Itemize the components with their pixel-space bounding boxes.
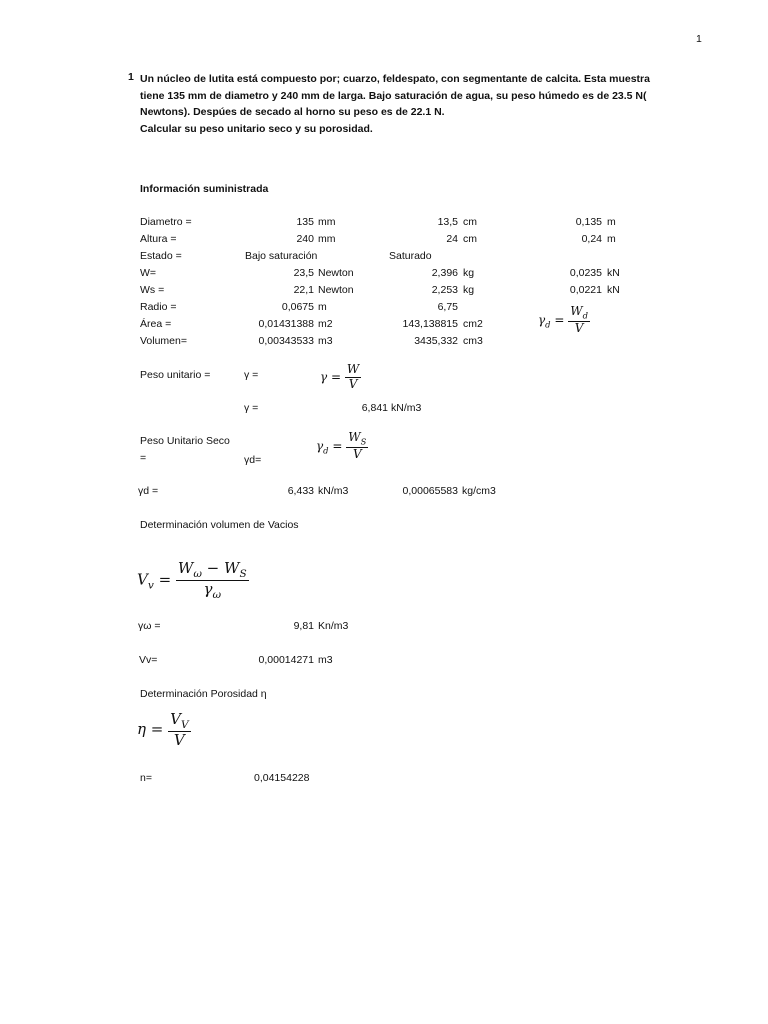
peso-unitario-symbol: γ = (244, 369, 259, 381)
gamma-d-unit-kn: kN/m3 (318, 485, 349, 497)
area-cm2: 143,138815 (402, 318, 458, 330)
problem-line-3: Newtons). Despúes de secado al horno su peso es de 22.1 N. (140, 106, 445, 118)
volumen-cm3: 3435,332 (414, 335, 458, 347)
peso-unitario-symbol-2: γ = (244, 402, 259, 414)
estado-saturado: Saturado (389, 250, 432, 262)
ws-newton-unit: Newton (318, 284, 354, 296)
gamma-formula: γ = $\frac{W}{V}$ (320, 362, 360, 391)
porosidad-heading: Determinación Porosidad η (140, 688, 267, 700)
w-newton: 23,5 (293, 267, 314, 279)
gamma-d-formula-side: $\gamma_d$ = $\frac{W_d}{V}$ (538, 304, 588, 336)
area-label: Área = (140, 318, 172, 330)
peso-unitario-unit: kN/m3 (391, 402, 422, 414)
problem-number: 1 (128, 71, 134, 83)
gamma-d-value-kn: 6,433 (287, 485, 314, 497)
peso-seco-label: Peso Unitario Seco (140, 435, 230, 447)
gamma-d-value-kg: 0,00065583 (402, 485, 458, 497)
problem-line-4: Calcular su peso unitario seco y su porosidad. (140, 122, 373, 135)
diametro-cm: 13,5 (437, 216, 458, 228)
gamma-w-label: γω = (138, 620, 161, 632)
diametro-cm-unit: cm (463, 216, 477, 228)
diametro-mm: 135 (296, 216, 314, 228)
peso-seco-symbol: γd= (244, 454, 262, 466)
peso-unitario-label: Peso unitario = (140, 369, 211, 381)
w-newton-unit: Newton (318, 267, 354, 279)
problem-line-2: tiene 135 mm de diametro y 240 mm de larga. Bajo saturación de agua, su peso húmedo es de 23.5 N( (140, 89, 647, 102)
gamma-w-value: 9,81 (293, 620, 314, 632)
ws-kn: 0,0221 (569, 284, 602, 296)
altura-mm: 240 (296, 233, 314, 245)
diametro-mm-unit: mm (318, 216, 336, 228)
volumen-cm3-unit: cm3 (463, 335, 483, 347)
radio-cm: 6,75 (437, 301, 458, 313)
gamma-d-formula: $\gamma_d$ = $\frac{W_S}{V}$ (316, 430, 367, 462)
altura-m: 0,24 (581, 233, 602, 245)
ws-kn-unit: kN (607, 284, 620, 296)
ws-kg: 2,253 (431, 284, 458, 296)
diametro-label: Diametro = (140, 216, 192, 228)
ws-newton: 22,1 (293, 284, 314, 296)
gamma-d-unit-kg: kg/cm3 (462, 485, 496, 497)
info-heading: Información suministrada (140, 183, 269, 195)
volumen-label: Volumen= (140, 335, 187, 347)
area-m2: 0,01431388 (258, 318, 314, 330)
n-label: n= (140, 772, 152, 784)
altura-m-unit: m (607, 233, 616, 245)
estado-label: Estado = (140, 250, 182, 262)
vv-value: 0,00014271 (258, 654, 314, 666)
w-kg: 2,396 (431, 267, 458, 279)
w-kg-unit: kg (463, 267, 475, 279)
w-kn-unit: kN (607, 267, 620, 279)
ws-kg-unit: kg (463, 284, 475, 296)
altura-cm: 24 (446, 233, 458, 245)
radio-m: 0,0675 (281, 301, 314, 313)
volumen-m3-unit: m3 (318, 335, 333, 347)
n-value: 0,04154228 (254, 772, 310, 784)
altura-mm-unit: mm (318, 233, 336, 245)
area-m2-unit: m2 (318, 318, 333, 330)
ws-label: Ws = (140, 284, 165, 296)
gamma-d-result-label: γd = (138, 485, 159, 497)
peso-seco-label-eq: = (140, 452, 147, 464)
vv-unit: m3 (318, 654, 333, 666)
area-cm2-unit: cm2 (463, 318, 483, 330)
page-number: 1 (696, 33, 702, 45)
vv-formula: $V_v$ = $\frac{W_\omega - W_S}{\gamma_\omega}$ (137, 559, 247, 602)
problem-statement (140, 71, 700, 137)
vacios-heading: Determinación volumen de Vacios (140, 519, 299, 531)
diametro-m: 0,135 (575, 216, 602, 228)
porosidad-formula: η = $\frac{V_V}{V}$ (137, 710, 189, 750)
problem-line-1: Un núcleo de lutita está compuesto por; cuarzo, feldespato, con segmentante de calcita. Esta muestra (140, 73, 650, 85)
w-label: W= (140, 267, 157, 279)
gamma-w-unit: Kn/m3 (318, 620, 349, 632)
radio-label: Radio = (140, 301, 177, 313)
diametro-m-unit: m (607, 216, 616, 228)
estado-bajo: Bajo saturación (245, 250, 318, 262)
volumen-m3: 0,00343533 (258, 335, 314, 347)
altura-label: Altura = (140, 233, 177, 245)
radio-m-unit: m (318, 301, 327, 313)
altura-cm-unit: cm (463, 233, 477, 245)
w-kn: 0,0235 (569, 267, 602, 279)
peso-unitario-value: 6,841 (361, 402, 388, 414)
vv-label: Vv= (139, 654, 158, 666)
